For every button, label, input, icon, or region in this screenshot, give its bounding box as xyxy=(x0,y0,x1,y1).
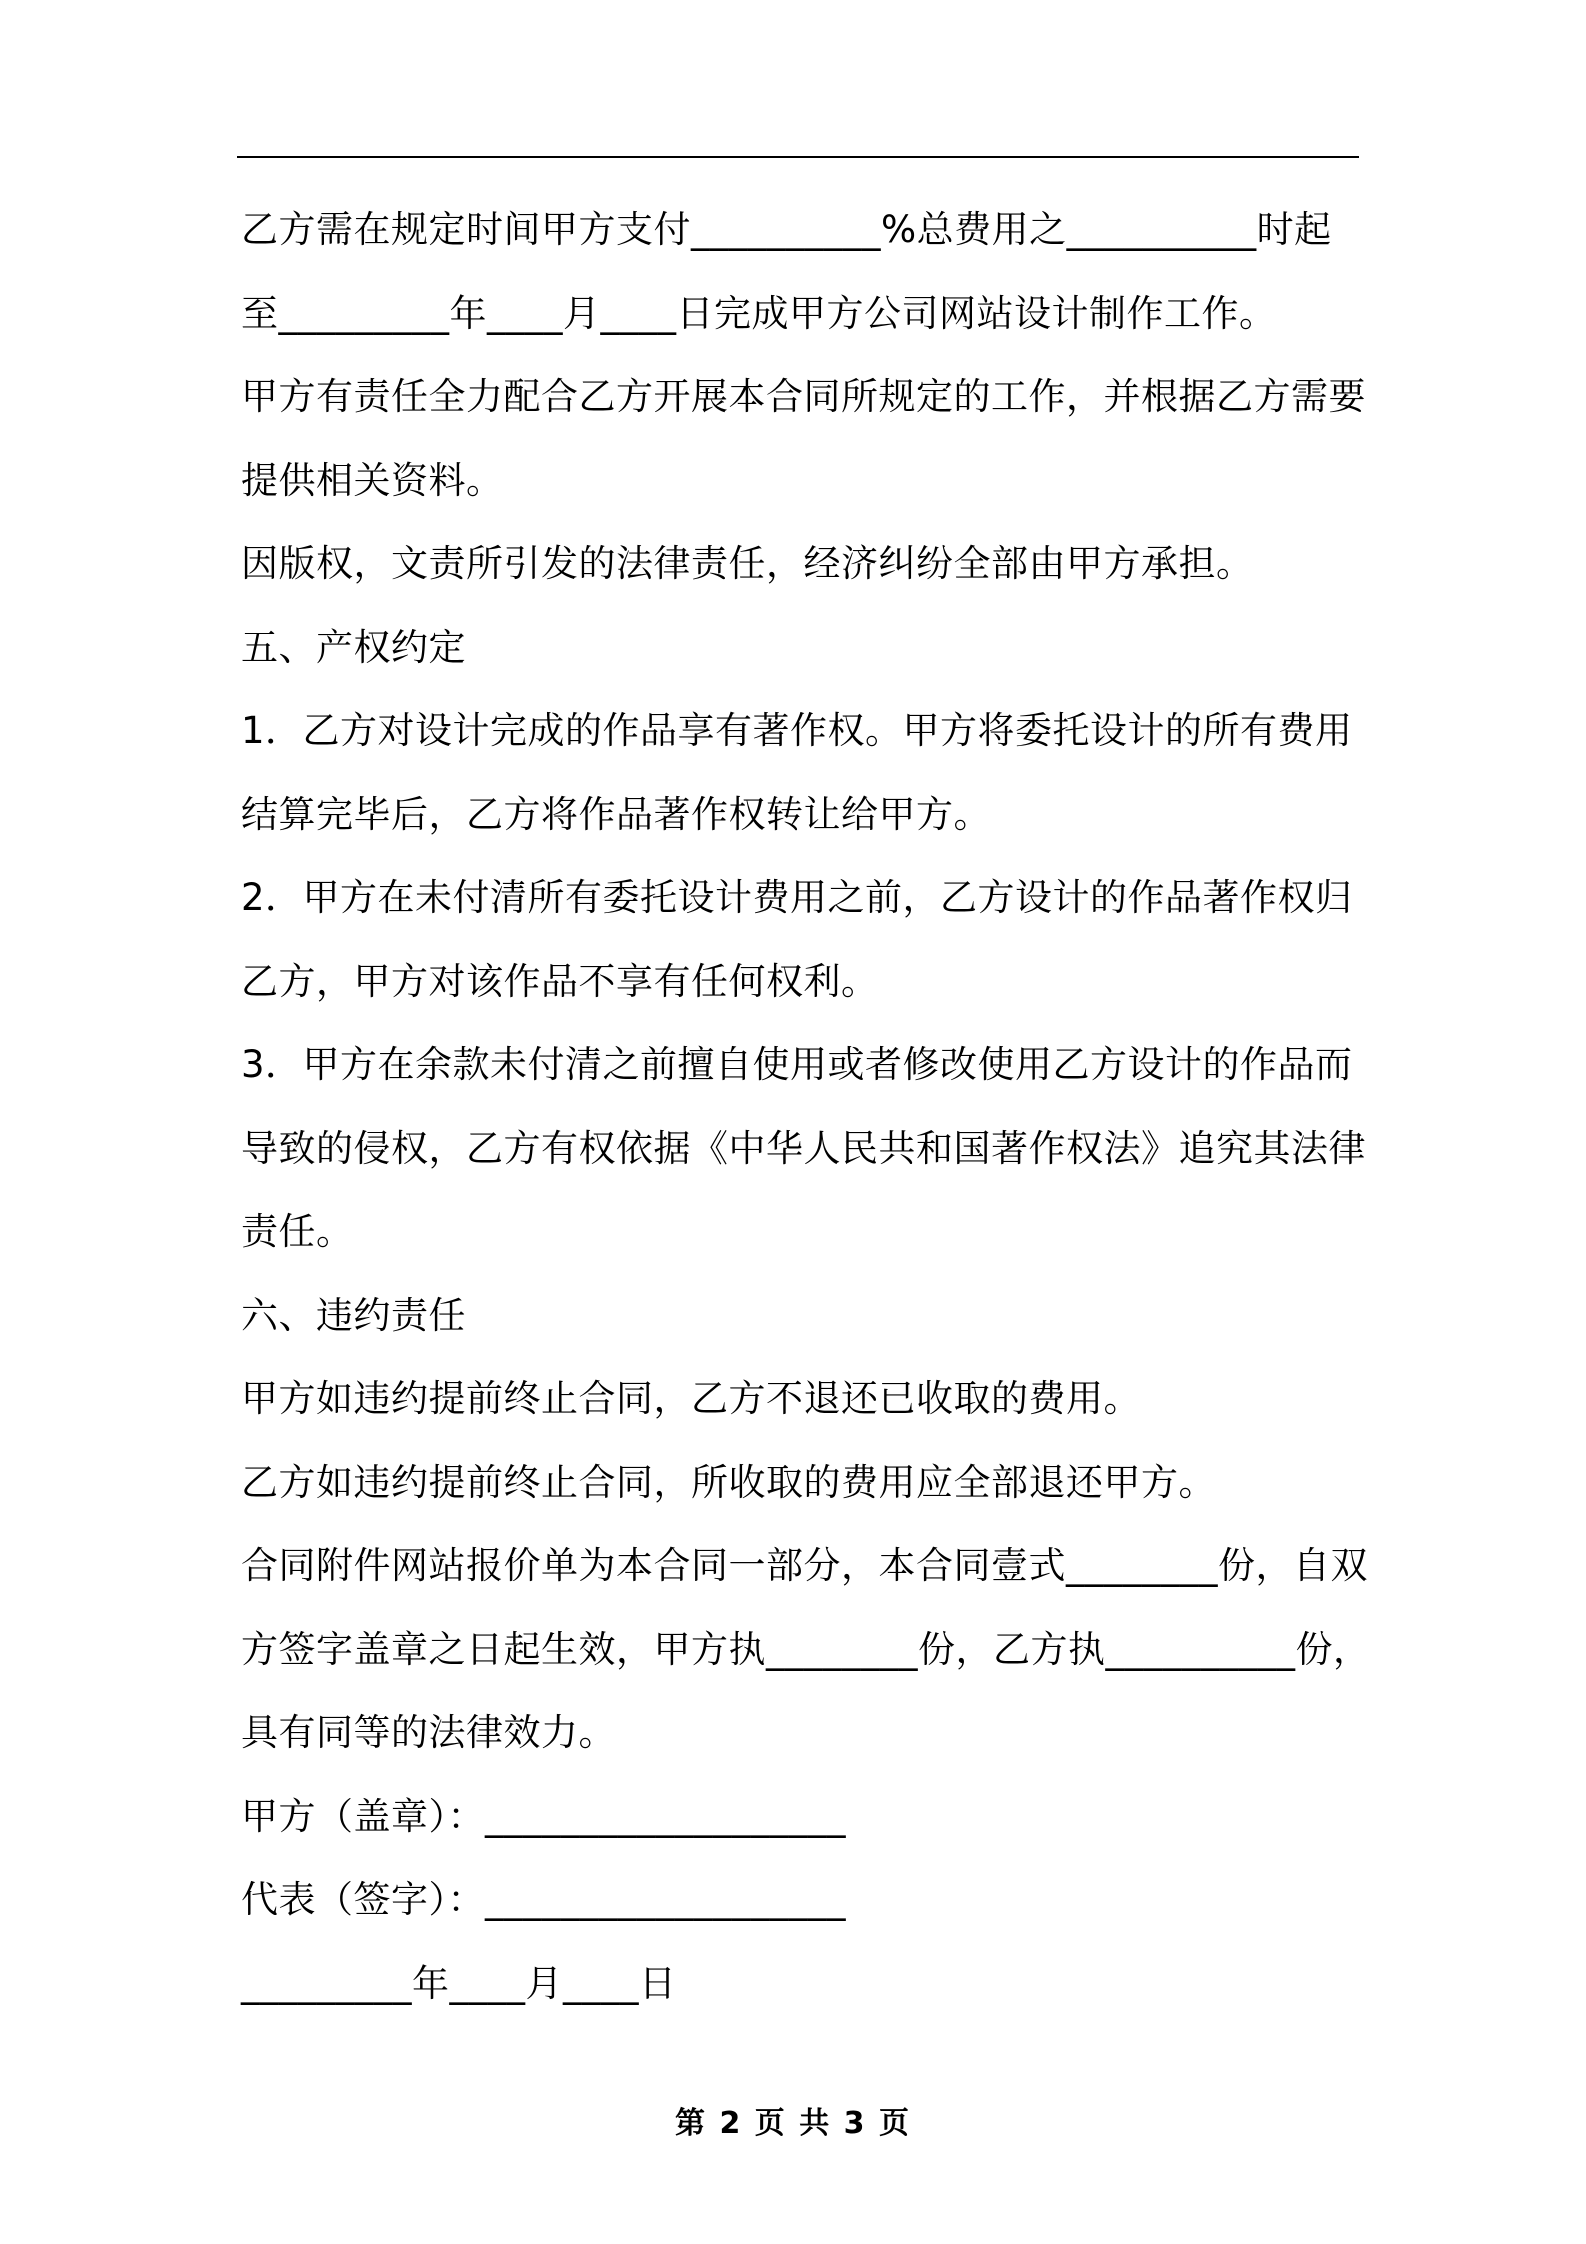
paragraph-line: 甲方如违约提前终止合同，乙方不退还已收取的费用。 xyxy=(241,1377,1141,1420)
paragraph-line: 方签字盖章之日起生效，甲方执________份，乙方执__________份， xyxy=(241,1627,1371,1671)
clause-line: 结算完毕后，乙方将作品著作权转让给甲方。 xyxy=(241,792,991,836)
clause-line: 1．乙方对设计完成的作品享有著作权。甲方将委托设计的所有费用 xyxy=(241,709,1353,752)
clause-line: 2．甲方在未付清所有委托设计费用之前，乙方设计的作品著作权归 xyxy=(241,876,1353,919)
signature-line-representative: 代表（签字）：___________________ xyxy=(241,1878,846,1921)
paragraph-line: 乙方需在规定时间甲方支付__________%总费用之__________时起 xyxy=(241,208,1332,251)
paragraph-line: 乙方如违约提前终止合同，所收取的费用应全部退还甲方。 xyxy=(241,1460,1216,1504)
header-rule xyxy=(237,156,1359,158)
clause-line: 责任。 xyxy=(241,1210,354,1253)
clause-line: 乙方，甲方对该作品不享有任何权利。 xyxy=(241,959,879,1003)
paragraph-line: 至_________年____月____日完成甲方公司网站设计制作工作。 xyxy=(241,291,1277,335)
document-body xyxy=(241,202,1371,2039)
signature-line-party-a: 甲方（盖章）：___________________ xyxy=(241,1794,846,1838)
paragraph-line: 甲方有责任全力配合乙方开展本合同所规定的工作，并根据乙方需要 xyxy=(241,375,1366,418)
section-heading: 六、违约责任 xyxy=(241,1293,466,1337)
clause-line: 3．甲方在余款未付清之前擅自使用或者修改使用乙方设计的作品而 xyxy=(241,1043,1353,1086)
section-heading: 五、产权约定 xyxy=(241,625,466,669)
paragraph-line: 合同附件网站报价单为本合同一部分，本合同壹式________份，自双 xyxy=(241,1544,1368,1587)
paragraph-line: 具有同等的法律效力。 xyxy=(241,1711,616,1754)
paragraph-line: 提供相关资料。 xyxy=(241,458,504,502)
page-number: 第 2 页 共 3 页 xyxy=(675,2106,911,2141)
paragraph-line: 因版权，文责所引发的法律责任，经济纠纷全部由甲方承担。 xyxy=(241,542,1254,585)
date-line: _________年____月____日 xyxy=(241,1961,677,2005)
clause-line: 导致的侵权，乙方有权依据《中华人民共和国著作权法》追究其法律 xyxy=(241,1126,1366,1170)
